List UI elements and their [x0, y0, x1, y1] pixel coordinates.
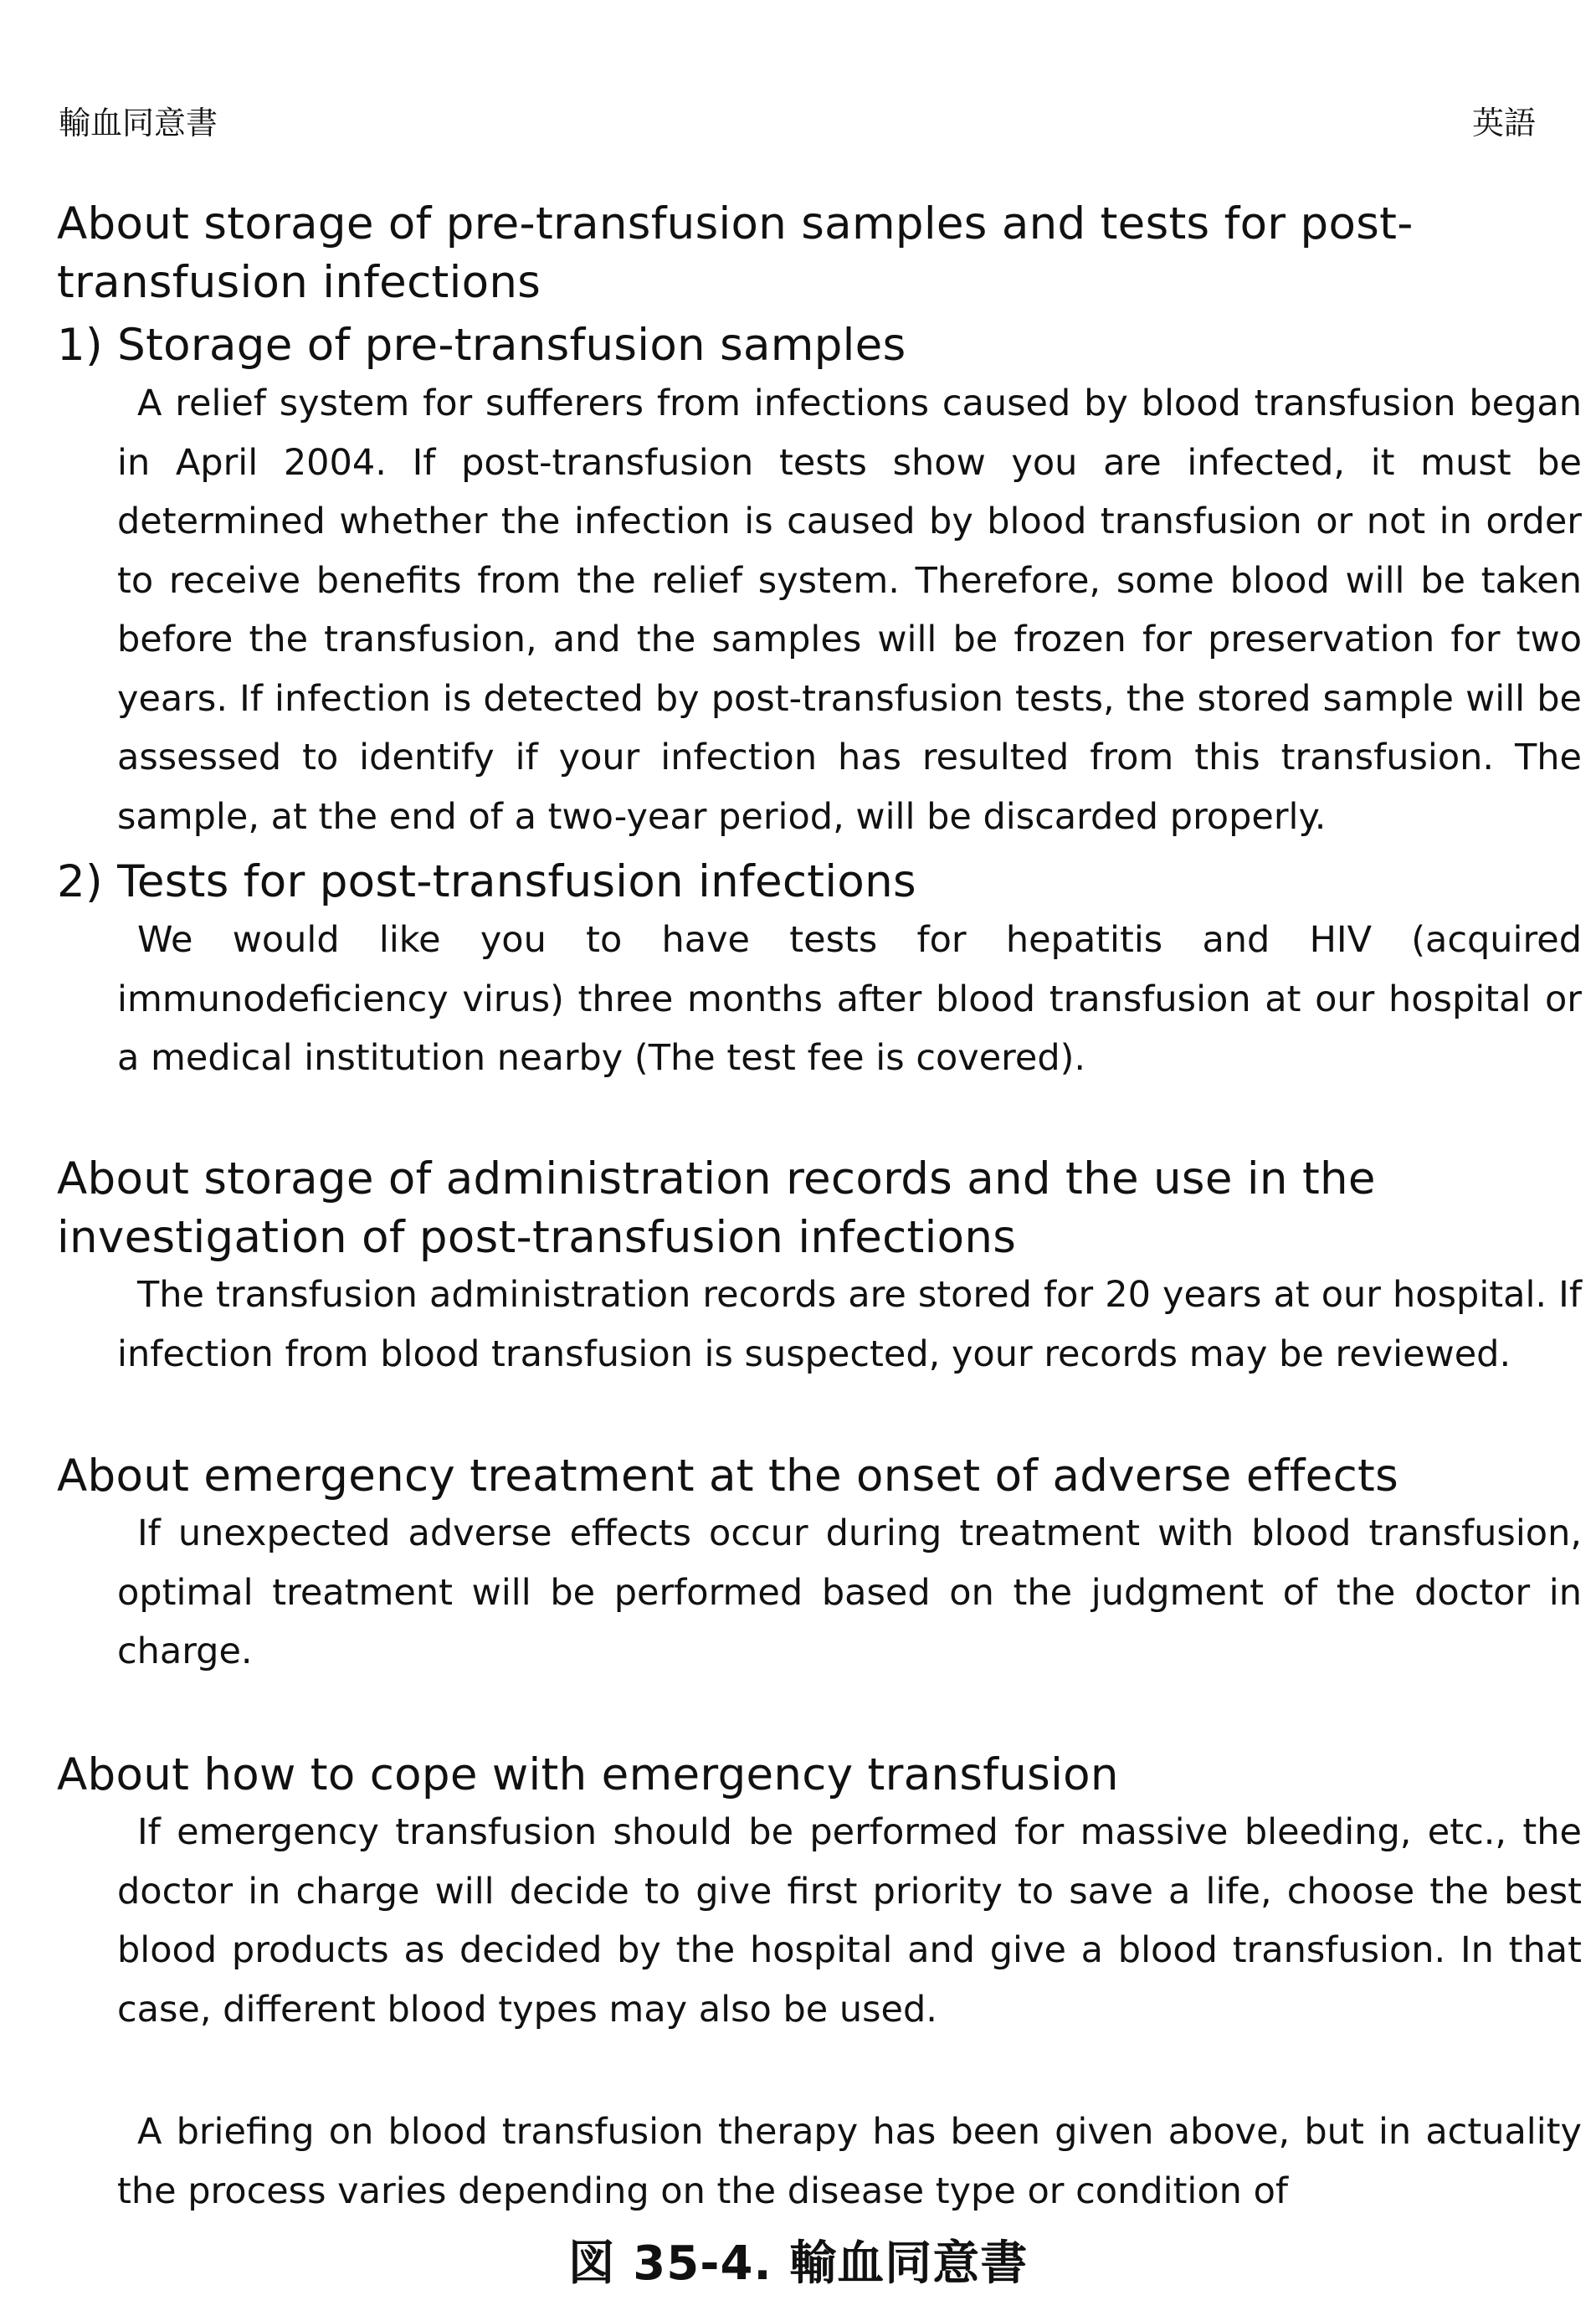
heading-emergency-transfusion: About how to cope with emergency transfusion — [57, 1749, 1119, 1800]
paragraph-relief-system: A relief system for sufferers from infections caused by blood transfusion began in April 2004. If post-transfusion tests show you are infected, it must be determined whether the infection is caused by blood transfusion or not in order to receive benefits from the relief system. Therefore, some blood will be taken before the transfusion, and the samples will be frozen for preservation for two years. If infection is detected by post-transfusion tests, the stored sample will be assessed to identify if your infection has resulted from this transfusion. The sample, at the end of a two-year period, will be discarded properly. — [117, 383, 1582, 838]
figure-caption: 図 35-4. 輸血同意書 — [567, 2236, 1029, 2291]
header-language: 英語 — [1471, 105, 1536, 141]
heading-storage-samples-tests: About storage of pre-transfusion samples and tests for post-transfusion infections — [57, 198, 1414, 308]
heading-tests-post-transfusion-infections: 2) Tests for post-transfusion infections — [57, 856, 916, 907]
paragraph-emergency-transfusion: If emergency transfusion should be performed for massive bleeding, etc., the doctor in charge will decide to give first priority to save a life, choose the best blood products as decided by the hospital and give a blood transfusion. In that case, different blood types may also be used. — [117, 1811, 1582, 2031]
paragraph-adverse-effects: If unexpected adverse effects occur during treatment with blood transfusion, optimal treatment will be performed based on the judgment of the doctor in charge. — [117, 1512, 1582, 1672]
paragraph-administration-records: The transfusion administration records are stored for 20 years at our hospital. If infection from blood transfusion is suspected, your records may be reviewed. — [117, 1274, 1582, 1375]
heading-emergency-treatment: About emergency treatment at the onset of adverse effects — [57, 1451, 1399, 1502]
paragraph-briefing-closing: A briefing on blood transfusion therapy has been given above, but in actuality the process varies depending on the disease type or condition of — [117, 2111, 1582, 2212]
heading-administration-records: About storage of administration records and the use in the investigation of post-transfusion infections — [57, 1153, 1376, 1263]
header-document-title: 輸血同意書 — [59, 105, 218, 141]
heading-storage-pre-transfusion-samples: 1) Storage of pre-transfusion samples — [57, 320, 906, 371]
paragraph-hepatitis-hiv-tests: We would like you to have tests for hepatitis and HIV (acquired immunodeficiency virus) three months after blood transfusion at our hospital or a medical institution nearby (The test fee is covered). — [117, 919, 1582, 1079]
